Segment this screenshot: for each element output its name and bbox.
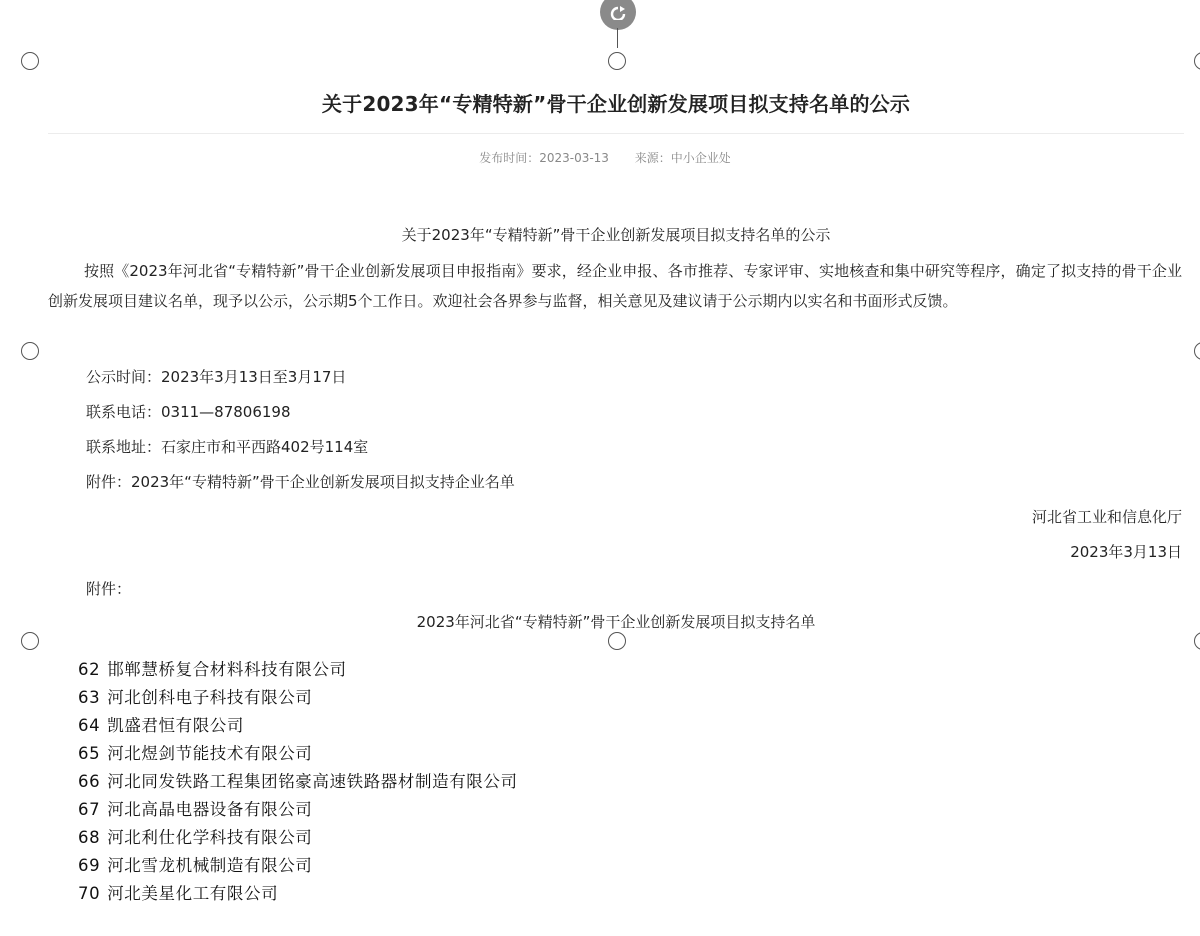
- list-item-number: 64: [78, 716, 101, 735]
- list-item: [78, 712, 518, 740]
- title-divider: [48, 133, 1184, 134]
- company-name: 河北煜剑节能技术有限公司: [107, 744, 313, 763]
- company-name: 河北雪龙机械制造有限公司: [107, 856, 313, 875]
- company-name: 河北同发铁路工程集团铭豪高速铁路器材制造有限公司: [107, 772, 518, 791]
- contact-address: 联系地址：石家庄市和平西路402号114室: [86, 438, 369, 456]
- body-title: 关于2023年“专精特新”骨干企业创新发展项目拟支持名单的公示: [401, 226, 831, 244]
- article-title: 关于2023年“专精特新”骨干企业创新发展项目拟支持名单的公示: [321, 92, 911, 116]
- list-title: 2023年河北省“专精特新”骨干企业创新发展项目拟支持名单: [416, 613, 816, 631]
- article-source: 来源：中小企业处: [634, 151, 731, 165]
- list-item-number: 65: [78, 744, 101, 763]
- company-name: 河北美星化工有限公司: [107, 884, 279, 903]
- company-name: 河北创科电子科技有限公司: [107, 688, 313, 707]
- list-item-number: 66: [78, 772, 101, 791]
- attachment-label: 附件：: [86, 580, 132, 598]
- list-item-number: 62: [78, 660, 101, 679]
- rotate-icon[interactable]: [600, 0, 636, 30]
- body-paragraph: 按照《2023年河北省“专精特新”骨干企业创新发展项目申报指南》要求，经企业申报、各市推荐、专家评审、实地核查和集中研究等程序，确定了拟支持的骨干企业创新发展项目建议名单，现予以公示，公示期5个工作日。欢迎社会各界参与监督，相关意见及建议请于公示期内以实名和书面形式反馈。: [48, 262, 1182, 310]
- notice-period: 公示时间：2023年3月13日至3月17日: [86, 368, 347, 386]
- attachment-line: 附件：2023年“专精特新”骨干企业创新发展项目拟支持企业名单: [86, 473, 515, 491]
- resize-handle-icon[interactable]: [21, 52, 39, 70]
- list-item: [78, 824, 518, 852]
- resize-handle-icon[interactable]: [608, 632, 626, 650]
- resize-handle-icon[interactable]: [1194, 342, 1200, 360]
- rotate-handle-stem: [617, 28, 618, 48]
- resize-handle-icon[interactable]: [1194, 52, 1200, 70]
- company-name: 邯郸慧桥复合材料科技有限公司: [107, 660, 347, 679]
- resize-handle-icon[interactable]: [1194, 632, 1200, 650]
- list-item: [78, 768, 518, 796]
- list-item-number: 63: [78, 688, 101, 707]
- publish-time: 发布时间：2023-03-13: [479, 151, 609, 165]
- list-item: [78, 740, 518, 768]
- resize-handle-icon[interactable]: [21, 342, 39, 360]
- list-item: [78, 796, 518, 824]
- list-item-number: 67: [78, 800, 101, 819]
- company-list: [78, 656, 518, 908]
- issuer: 河北省工业和信息化厅: [1031, 508, 1182, 526]
- list-item-number: 68: [78, 828, 101, 847]
- list-item: [78, 656, 518, 684]
- list-item-number: 70: [78, 884, 101, 903]
- list-item-number: 69: [78, 856, 101, 875]
- list-item: [78, 684, 518, 712]
- company-name: 凯盛君恒有限公司: [107, 716, 245, 735]
- contact-phone: 联系电话：0311—87806198: [86, 403, 291, 421]
- resize-handle-icon[interactable]: [21, 632, 39, 650]
- list-item: [78, 880, 518, 908]
- issue-date: 2023年3月13日: [1070, 543, 1182, 561]
- article-meta: [0, 149, 1200, 166]
- company-name: 河北高晶电器设备有限公司: [107, 800, 313, 819]
- resize-handle-icon[interactable]: [608, 52, 626, 70]
- list-item: [78, 852, 518, 880]
- company-name: 河北利仕化学科技有限公司: [107, 828, 313, 847]
